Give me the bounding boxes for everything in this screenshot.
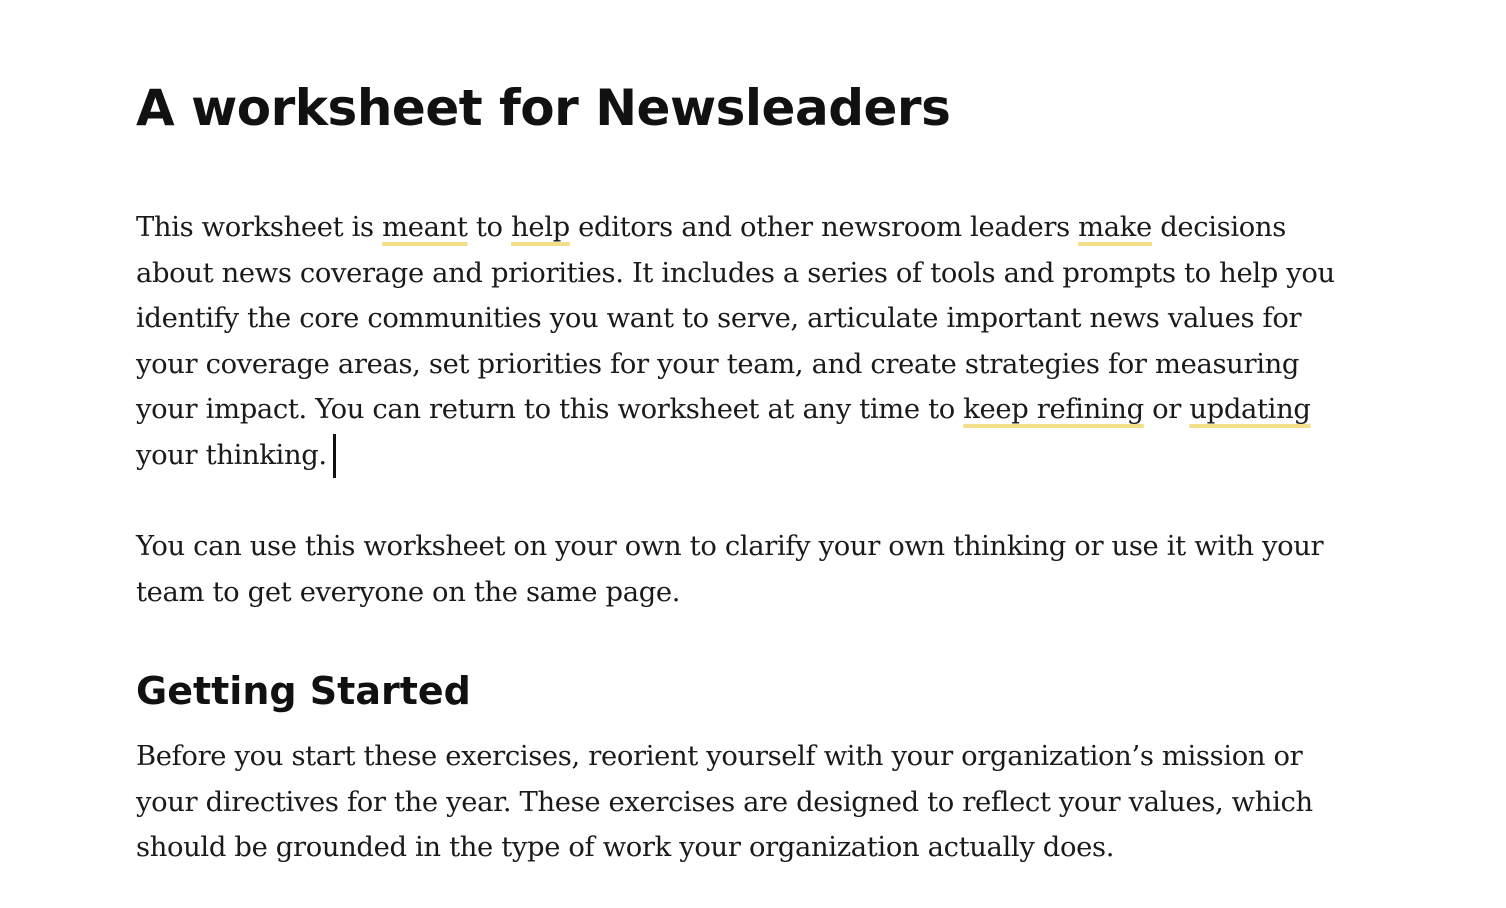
text-line: your coverage areas, set priorities for your team, and create strategies for measuring	[136, 348, 1300, 380]
suggestion-underline[interactable]: make	[1078, 212, 1152, 243]
text-line: identify the core communities you want to serve, articulate important news values for	[136, 303, 1302, 335]
text-cursor	[333, 434, 336, 478]
suggestion-underline[interactable]: updating	[1189, 394, 1311, 426]
document-title[interactable]: A worksheet for Newsleaders	[136, 79, 951, 137]
text-line: You can use this worksheet on your own to clarify your own thinking or use it with your	[136, 531, 1324, 562]
text-line: should be grounded in the type of work your organization actually does.	[136, 832, 1115, 864]
intro-paragraph[interactable]	[136, 205, 1376, 479]
text-line: Before you start these exercises, reorient yourself with your organization’s mission or	[136, 741, 1303, 772]
text-line: This worksheet is meant to help editors and other newsroom leaders make decisions	[136, 212, 1286, 243]
section-heading[interactable]: Getting Started	[136, 669, 471, 713]
getting-started-paragraph[interactable]	[136, 734, 1376, 871]
suggestion-underline[interactable]: meant	[382, 212, 468, 243]
suggestion-underline[interactable]: keep refining	[963, 394, 1144, 426]
text-line: team to get everyone on the same page.	[136, 576, 681, 608]
suggestion-underline[interactable]: help	[511, 212, 570, 243]
text-line: your directives for the year. These exercises are designed to reflect your values, which	[136, 786, 1313, 818]
text-line: your thinking.	[136, 433, 1376, 479]
text-line: about news coverage and priorities. It includes a series of tools and prompts to help you	[136, 257, 1335, 289]
usage-paragraph[interactable]	[136, 524, 1376, 615]
text-line: your impact. You can return to this worksheet at any time to keep refining or updating	[136, 394, 1311, 426]
